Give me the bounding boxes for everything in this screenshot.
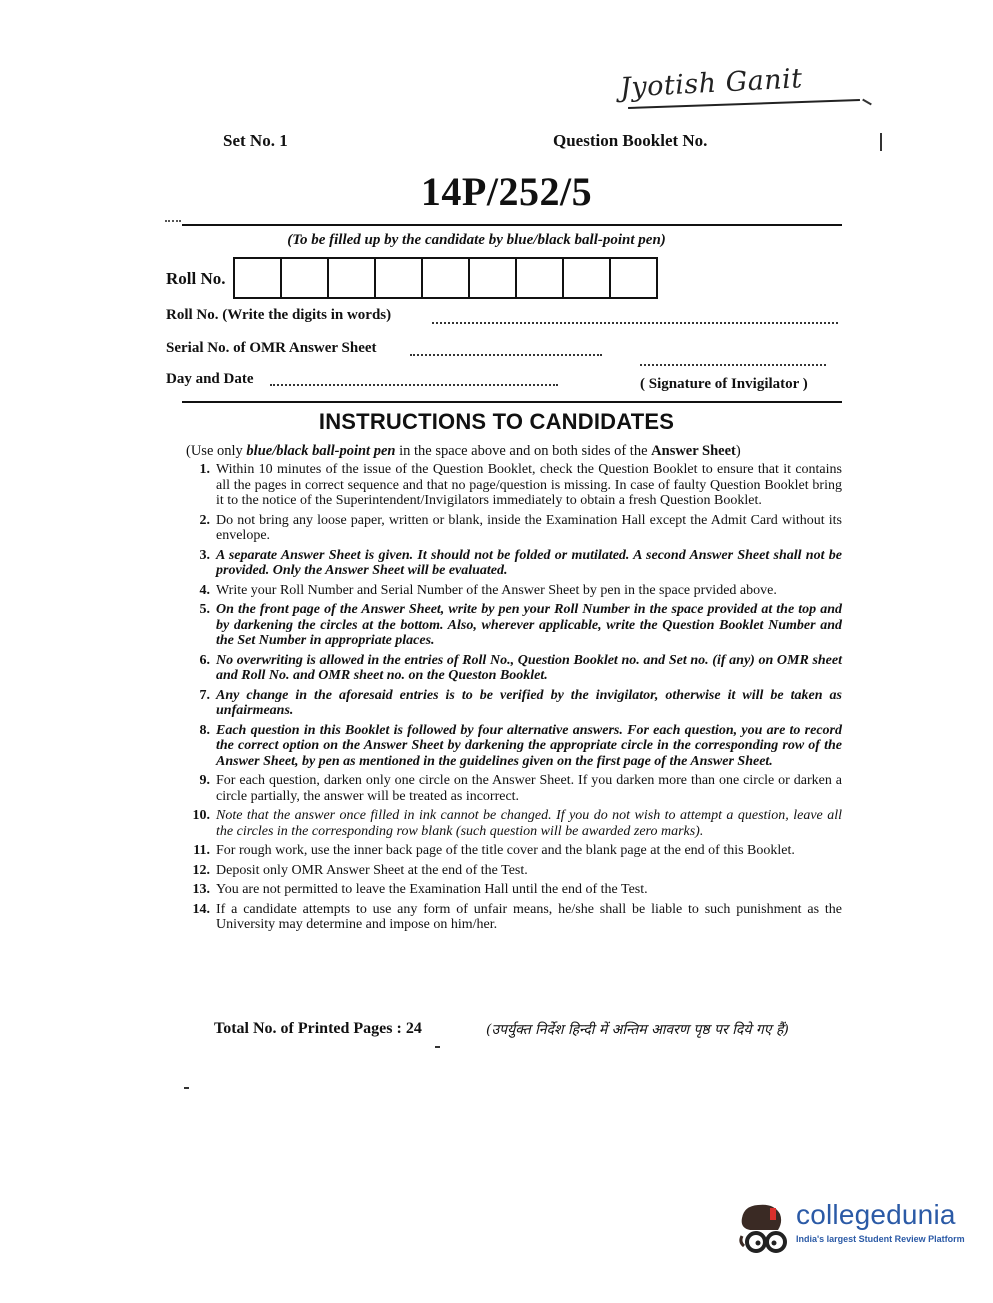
top-rule xyxy=(182,224,842,226)
stray-mark xyxy=(435,1046,440,1048)
student-mascot-icon xyxy=(736,1200,792,1260)
logo-text-block xyxy=(796,1200,965,1244)
instruction-number: 10. xyxy=(192,808,210,823)
instruction-item xyxy=(186,882,842,898)
logo-name: collegedunia xyxy=(796,1199,956,1230)
fill-note-text: (To be filled up by the candidate by blue/black ball-point pen) xyxy=(287,232,666,248)
instruction-item xyxy=(186,723,842,770)
instruction-number: 2. xyxy=(199,512,210,528)
instruction-item xyxy=(186,653,842,684)
day-date-label: Day and Date xyxy=(166,371,254,387)
signature-label: ( Signature of Invigilator ) xyxy=(640,376,808,392)
set-number: Set No. 1 xyxy=(223,131,288,150)
instruction-text: Note that the answer once filled in ink cannot be changed. If you do not wish to attempt a question, leave all the circles in the corresponding row blank (such question will be awarded zero marks). xyxy=(216,808,842,839)
instruction-item xyxy=(186,462,842,509)
use-pen-part3: ) xyxy=(735,443,741,459)
booklet-code xyxy=(0,168,993,215)
instruction-text: Write your Roll Number and Serial Number of the Answer Sheet by pen in the space prvided above. xyxy=(216,582,777,598)
roll-no-digit-box[interactable] xyxy=(329,259,376,297)
roll-no-digit-box[interactable] xyxy=(564,259,611,297)
use-pen-part2: in the space above and on both sides of the xyxy=(395,443,652,459)
instruction-text: If a candidate attempts to use any form of unfair means, he/she shall be liable to such punishment as the University may determine and impose on him/her. xyxy=(216,901,842,932)
instruction-text: Within 10 minutes of the issue of the Question Booklet, check the Question Booklet to ensure that it contains all the pages in correct sequence and that no page/question is missing. In case of faulty Question Booklet bring it to the notice of the Superintendent/Invigilators immediately to obtain a fresh Question Booklet. xyxy=(216,462,842,508)
instruction-text: On the front page of the Answer Sheet, write by pen your Roll Number in the space provided at the top and by darkening the circles at the bottom. Also, wherever applicable, write the Question Booklet Number and the Set Number in appropriate places. xyxy=(216,602,842,648)
instruction-item xyxy=(186,808,842,839)
instruction-text: Do not bring any loose paper, written or blank, inside the Examination Hall except the Admit Card without its envelope. xyxy=(216,512,842,543)
roll-no-words-label: Roll No. (Write the digits in words) xyxy=(166,307,392,323)
instruction-item xyxy=(186,548,842,579)
stray-mark xyxy=(184,1087,189,1089)
instruction-number: 6. xyxy=(199,652,210,668)
roll-no-digit-box[interactable] xyxy=(517,259,564,297)
omr-serial-field[interactable] xyxy=(410,354,602,356)
instruction-text: Deposit only OMR Answer Sheet at the end of the Test. xyxy=(216,862,528,878)
use-pen-answer-sheet: Answer Sheet xyxy=(651,443,736,459)
dotted-lead xyxy=(165,220,181,222)
use-pen-emphasis: blue/black ball-point pen xyxy=(246,443,396,459)
total-pages: Total No. of Printed Pages : 24 xyxy=(214,1020,422,1037)
instruction-item xyxy=(186,902,842,933)
instruction-number: 11. xyxy=(193,843,210,858)
instruction-number: 1. xyxy=(199,462,210,477)
instruction-item xyxy=(186,863,842,879)
use-pen-note xyxy=(186,443,846,460)
instruction-number: 14. xyxy=(192,901,210,917)
instruction-text: Each question in this Booklet is followed by four alternative answers. For each question, you are to record the correct option on the Answer Sheet by darkening the appropriate circle in the corresponding row of the Answer Sheet, by pen as mentioned in the guidelines given on the first page of the Answer Sheet. xyxy=(216,722,842,769)
instruction-text: Any change in the aforesaid entries is to be verified by the invigilator, otherwise it will be taken as unfairmeans. xyxy=(216,687,842,718)
instruction-item xyxy=(186,843,842,859)
instruction-item xyxy=(186,513,842,544)
instruction-number: 13. xyxy=(192,882,210,897)
roll-no-digit-box[interactable] xyxy=(235,259,282,297)
use-pen-part1: (Use only xyxy=(186,443,247,459)
logo-tagline: India's largest Student Review Platform xyxy=(796,1234,965,1244)
roll-no-label: Roll No. xyxy=(166,269,226,288)
instruction-number: 3. xyxy=(199,547,210,563)
handwritten-subject-note: Jyotish Ganit xyxy=(619,63,804,104)
corner-mark xyxy=(880,133,882,151)
instruction-text: No overwriting is allowed in the entries of Roll No., Question Booklet no. and Set no. (if any) on OMR sheet and Roll No. and OMR sheet no. on the Queston Booklet. xyxy=(216,652,842,683)
instruction-text: For each question, darken only one circle on the Answer Sheet. If you darken more than one circle or darken a circle partially, the answer will be treated as incorrect. xyxy=(216,773,842,804)
instruction-number: 9. xyxy=(199,773,210,788)
instruction-number: 5. xyxy=(199,602,210,617)
instruction-text: A separate Answer Sheet is given. It should not be folded or mutilated. A second Answer Sheet shall not be provided. Only the Answer Sheet will be evaluated. xyxy=(216,547,842,578)
roll-no-digit-box[interactable] xyxy=(470,259,517,297)
collegedunia-logo xyxy=(736,1200,965,1260)
question-booklet-label: Question Booklet No. xyxy=(553,131,708,150)
instruction-item xyxy=(186,583,842,599)
handwritten-mark xyxy=(862,99,872,106)
instruction-item xyxy=(186,688,842,719)
instruction-number: 7. xyxy=(199,687,210,703)
signature-field[interactable] xyxy=(640,364,826,366)
instruction-text: For rough work, use the inner back page of the title cover and the blank page at the end of this Booklet. xyxy=(216,843,795,858)
roll-no-boxes[interactable] xyxy=(233,257,658,299)
roll-no-words-field[interactable] xyxy=(432,322,838,324)
roll-no-digit-box[interactable] xyxy=(423,259,470,297)
instruction-item xyxy=(186,602,842,649)
roll-no-digit-box[interactable] xyxy=(282,259,329,297)
instruction-text: You are not permitted to leave the Examination Hall until the end of the Test. xyxy=(216,882,648,897)
roll-no-digit-box[interactable] xyxy=(611,259,656,297)
fill-note xyxy=(0,232,993,249)
hindi-note: (उपर्युक्त निर्देश हिन्दी में अन्तिम आवरण पृष्ठ पर दिये गए हैं) xyxy=(486,1022,789,1038)
booklet-code-text: 14P/252/5 xyxy=(420,169,593,214)
roll-no-digit-box[interactable] xyxy=(376,259,423,297)
form-bottom-rule xyxy=(182,401,842,403)
instructions-list xyxy=(186,462,842,937)
mascot-svg xyxy=(736,1200,792,1260)
instruction-number: 4. xyxy=(199,582,210,598)
day-date-field[interactable] xyxy=(270,384,558,386)
instruction-number: 8. xyxy=(199,722,210,738)
instruction-item xyxy=(186,773,842,804)
instructions-title: INSTRUCTIONS TO CANDIDATES xyxy=(318,409,675,434)
omr-serial-label: Serial No. of OMR Answer Sheet xyxy=(166,340,377,356)
instruction-number: 12. xyxy=(192,862,210,878)
